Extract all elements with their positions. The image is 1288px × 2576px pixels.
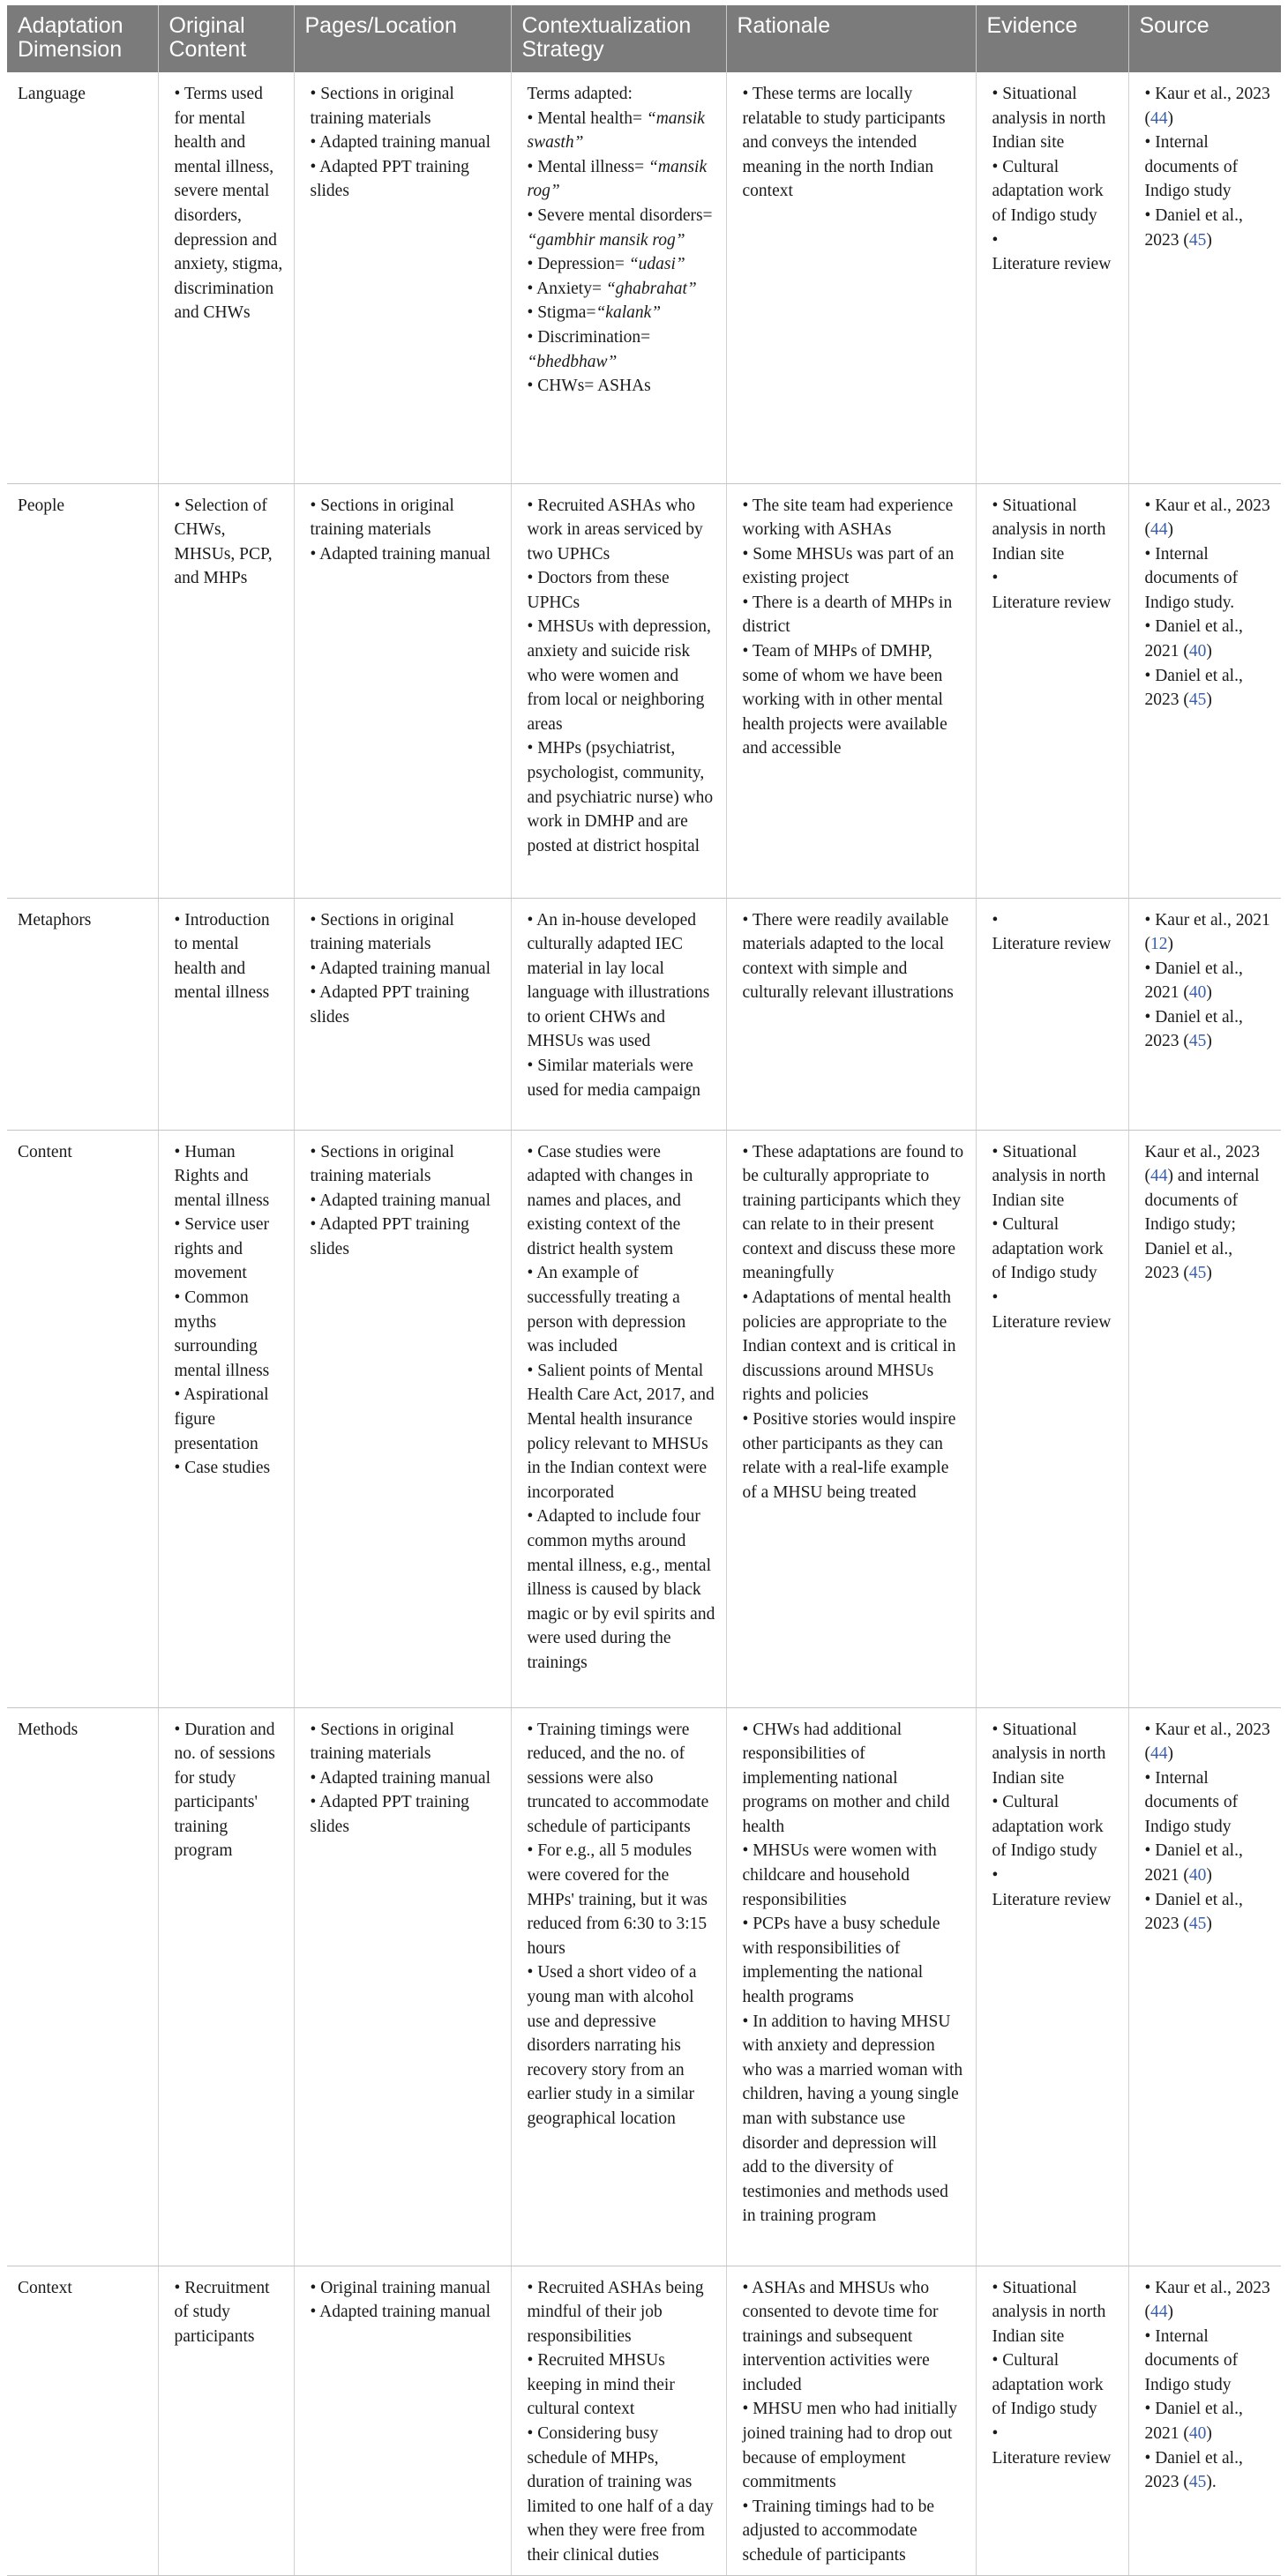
evidence-cell bbox=[976, 483, 1128, 898]
source-item bbox=[1145, 1839, 1271, 1887]
pages-cell bbox=[294, 2266, 511, 2575]
source-text: • Kaur et al., 2023 ( bbox=[1144, 85, 1270, 128]
term-label: • Mental health= bbox=[527, 108, 647, 128]
source-item bbox=[1145, 542, 1271, 616]
source-item bbox=[1145, 204, 1271, 252]
original-item: • Aspirational figure presentation bbox=[174, 1385, 269, 1453]
rationale-item: • MHSU men who had initially joined training had to drop out because of employment commitments bbox=[742, 2400, 958, 2492]
source-item bbox=[1145, 2325, 1271, 2398]
source-text: • Kaur et al., 2023 ( bbox=[1144, 1720, 1270, 1764]
strategy-item: • Salient points of Mental Health Care Act, 2017, and Mental health insurance policy relevant to MHSUs in the Indian context were incorporated bbox=[527, 1361, 715, 1502]
rationale-item: • Training timings had to be adjusted to accommodate schedule of participants bbox=[742, 2497, 935, 2565]
rationale-cell bbox=[726, 2266, 976, 2575]
evidence-item: Literature review bbox=[992, 2448, 1112, 2468]
source-item bbox=[1145, 494, 1271, 542]
term-translation: “kalank” bbox=[595, 303, 662, 323]
reference-link[interactable]: 40 bbox=[1188, 1866, 1207, 1885]
evidence-item: • bbox=[992, 569, 999, 588]
evidence-item: • Situational analysis in north Indian site bbox=[992, 2278, 1106, 2346]
source-text: ) bbox=[1206, 1915, 1212, 1934]
evidence-item: Literature review bbox=[992, 1312, 1112, 1332]
source-text: ) bbox=[1167, 2303, 1173, 2322]
pages-item: • Sections in original training materials bbox=[310, 910, 454, 954]
rationale-item: • CHWs had additional responsibilities of implementing national programs on mother and child health bbox=[742, 1720, 950, 1836]
source-text: ) bbox=[1167, 520, 1173, 540]
strategy-item: • Recruited ASHAs being mindful of their job responsibilities bbox=[527, 2278, 704, 2346]
pages-cell bbox=[294, 72, 511, 483]
table-container bbox=[7, 5, 1281, 2576]
source-cell bbox=[1128, 1707, 1281, 2266]
source-item bbox=[1145, 1888, 1271, 1937]
reference-link[interactable]: 12 bbox=[1150, 935, 1168, 954]
evidence-cell bbox=[976, 72, 1128, 483]
evidence-item: • Cultural adaptation work of Indigo study bbox=[992, 2351, 1104, 2419]
term-translation: “mansik swasth” bbox=[527, 108, 705, 153]
original-item: • Duration and no. of sessions for study participants' training program bbox=[174, 1720, 275, 1861]
term-label: • Severe mental disorders= bbox=[527, 205, 713, 225]
term-translation: “mansik rog” bbox=[527, 157, 708, 201]
strategy-cell bbox=[511, 72, 726, 483]
evidence-item: • Situational analysis in north Indian site bbox=[992, 496, 1106, 564]
strategy-item: • Recruited ASHAs who work in areas serviced by two UPHCs bbox=[527, 496, 703, 564]
source-text: ) bbox=[1206, 691, 1212, 710]
evidence-cell bbox=[976, 1130, 1128, 1707]
reference-link[interactable]: 45 bbox=[1188, 230, 1207, 250]
evidence-item: • bbox=[992, 910, 999, 930]
reference-link[interactable]: 45 bbox=[1188, 691, 1207, 710]
source-item bbox=[1145, 131, 1271, 204]
source-text: ) bbox=[1206, 1866, 1212, 1885]
reference-link[interactable]: 45 bbox=[1188, 1915, 1207, 1934]
strategy-term bbox=[528, 252, 715, 277]
pages-item: • Adapted training manual bbox=[310, 544, 490, 564]
source-text: • Internal documents of Indigo study. bbox=[1144, 544, 1239, 612]
pages-cell bbox=[294, 483, 511, 898]
table-row-content bbox=[7, 1130, 1281, 1707]
pages-cell bbox=[294, 1130, 511, 1707]
strategy-item: • Similar materials were used for media campaign bbox=[527, 1057, 701, 1100]
strategy-item: • An in-house developed culturally adapted IEC material in lay local language with illustrations to orient CHWs and MHSUs was used bbox=[527, 910, 710, 1051]
rationale-cell bbox=[726, 1707, 976, 2266]
pages-item: • Adapted training manual bbox=[310, 959, 490, 978]
term-label: • Depression= bbox=[527, 255, 629, 274]
rationale-item: • There were readily available materials adapted to the local context with simple and culturally relevant illustrations bbox=[742, 910, 954, 1003]
source-text: • Kaur et al., 2023 ( bbox=[1144, 496, 1270, 540]
source-text: • Daniel et al., 2023 ( bbox=[1144, 1007, 1243, 1051]
header-pages-location: Pages/Location bbox=[294, 5, 511, 72]
source-text: ) bbox=[1206, 1264, 1212, 1283]
pages-item: • Adapted training manual bbox=[310, 1768, 490, 1788]
evidence-item: • bbox=[992, 1866, 999, 1885]
term-label: • Mental illness= bbox=[527, 157, 649, 176]
rationale-item: • There is a dearth of MHPs in district bbox=[742, 593, 953, 637]
source-text: ) and internal documents of Indigo study; Daniel et al., 2023 ( bbox=[1144, 1167, 1260, 1283]
header-source: Source bbox=[1128, 5, 1281, 72]
original-item: • Common myths surrounding mental illness bbox=[174, 1288, 270, 1380]
source-item bbox=[1145, 664, 1271, 713]
pages-cell bbox=[294, 898, 511, 1130]
rationale-item: • The site team had experience working with ASHAs bbox=[742, 496, 954, 540]
strategy-cell bbox=[511, 1130, 726, 1707]
reference-link[interactable]: 45 bbox=[1188, 2473, 1207, 2492]
rationale-cell bbox=[726, 483, 976, 898]
strategy-item: • Adapted to include four common myths around mental illness, e.g., mental illness is caused by black magic or by evil spirits and were used during the trainings bbox=[527, 1507, 715, 1672]
rationale-item: • PCPs have a busy schedule with responsibilities of implementing the national health programs bbox=[742, 1915, 940, 2007]
source-text: ) bbox=[1206, 230, 1212, 250]
source-text: • Daniel et al., 2021 ( bbox=[1144, 2400, 1243, 2444]
source-text: ) bbox=[1206, 642, 1212, 661]
rationale-item: • Team of MHPs of DMHP, some of whom we have been working with in other mental health projects were available and accessible bbox=[742, 642, 947, 758]
header-evidence: Evidence bbox=[976, 5, 1128, 72]
evidence-cell bbox=[976, 1707, 1128, 2266]
original-item: • Terms used for mental health and mental illness, severe mental disorders, depression and anxiety, stigma, discrimination and CHWs bbox=[174, 85, 283, 323]
source-text: • Daniel et al., 2023 ( bbox=[1144, 1890, 1243, 1934]
table-row-metaphors bbox=[7, 898, 1281, 1130]
reference-link[interactable]: 40 bbox=[1188, 983, 1207, 1003]
term-translation: “bhedbhaw” bbox=[527, 352, 618, 371]
source-item bbox=[1145, 2276, 1271, 2325]
strategy-term bbox=[528, 301, 715, 325]
original-item: • Service user rights and movement bbox=[174, 1215, 270, 1283]
source-text: • Daniel et al., 2023 ( bbox=[1144, 205, 1243, 250]
evidence-item: • Situational analysis in north Indian site bbox=[992, 85, 1106, 153]
source-cell bbox=[1128, 72, 1281, 483]
strategy-item: • Recruited MHSUs keeping in mind their cultural context bbox=[527, 2351, 675, 2419]
strategy-item: • An example of successfully treating a person with depression was included bbox=[527, 1264, 686, 1356]
source-item bbox=[1145, 2397, 1271, 2445]
strategy-item: • Case studies were adapted with changes in names and places, and existing context of the district health system bbox=[527, 1142, 693, 1258]
pages-item: • Sections in original training materials bbox=[310, 1142, 454, 1186]
source-text: Kaur et al., 2023 ( bbox=[1144, 1142, 1261, 1186]
header-original-content: Original Content bbox=[158, 5, 294, 72]
original-item: • Introduction to mental health and mental illness bbox=[174, 910, 270, 1003]
original-content-cell bbox=[158, 483, 294, 898]
source-text: • Internal documents of Indigo study bbox=[1144, 1768, 1239, 1836]
rationale-item: • In addition to having MHSU with anxiety and depression who was a married woman with children, having a young single man with substance use disorder and depression will add to the diversity of testimonies and methods used in training program bbox=[742, 2012, 963, 2226]
rationale-cell bbox=[726, 898, 976, 1130]
source-text: • Internal documents of Indigo study bbox=[1144, 133, 1239, 201]
evidence-item: • bbox=[992, 2424, 999, 2444]
table-row-people bbox=[7, 483, 1281, 898]
reference-link[interactable]: 45 bbox=[1188, 1032, 1207, 1051]
evidence-item: • bbox=[992, 230, 999, 250]
evidence-item: • bbox=[992, 1288, 999, 1308]
strategy-item: • Used a short video of a young man with alcohol use and depressive disorders narrating his recovery story from an earlier study in a similar geographical location bbox=[527, 1963, 697, 2128]
strategy-intro: Terms adapted: bbox=[527, 85, 633, 103]
original-item: • Case studies bbox=[174, 1459, 271, 1478]
rationale-item: • Positive stories would inspire other participants as they can relate with a real-life example of a MHSU being treated bbox=[742, 1410, 956, 1502]
term-translation: “udasi” bbox=[628, 255, 685, 274]
term-translation: “gambhir mansik rog” bbox=[527, 230, 685, 250]
original-content-cell bbox=[158, 2266, 294, 2575]
term-label: • Discrimination= bbox=[527, 327, 651, 347]
strategy-term bbox=[528, 107, 715, 155]
evidence-item: • Cultural adaptation work of Indigo study bbox=[992, 157, 1104, 225]
evidence-cell bbox=[976, 2266, 1128, 2575]
strategy-cell bbox=[511, 1707, 726, 2266]
dimension-cell: Content bbox=[7, 1130, 158, 1707]
source-text: • Daniel et al., 2021 ( bbox=[1144, 1841, 1243, 1885]
pages-item: • Adapted PPT training slides bbox=[310, 1793, 469, 1836]
original-item: • Human Rights and mental illness bbox=[174, 1142, 270, 1210]
source-text: ). bbox=[1206, 2473, 1217, 2492]
strategy-item: • Training timings were reduced, and the no. of sessions were also truncated to accommodate schedule of participants bbox=[527, 1720, 709, 1836]
strategy-cell bbox=[511, 898, 726, 1130]
pages-item: • Sections in original training materials bbox=[310, 85, 454, 128]
source-text: • Daniel et al., 2023 ( bbox=[1144, 2448, 1243, 2492]
source-cell bbox=[1128, 2266, 1281, 2575]
term-label: • Stigma= bbox=[527, 303, 596, 323]
evidence-item: Literature review bbox=[992, 593, 1112, 612]
source-text: • Kaur et al., 2023 ( bbox=[1144, 2278, 1270, 2322]
strategy-term bbox=[528, 155, 715, 204]
source-item bbox=[1145, 82, 1271, 131]
pages-item: • Sections in original training materials bbox=[310, 496, 454, 540]
evidence-item: • Situational analysis in north Indian site bbox=[992, 1142, 1106, 1210]
reference-link[interactable]: 44 bbox=[1150, 108, 1168, 128]
pages-item: • Adapted PPT training slides bbox=[310, 157, 469, 201]
source-text: ) bbox=[1167, 1744, 1173, 1764]
table-row-methods bbox=[7, 1707, 1281, 2266]
rationale-item: • These terms are locally relatable to study participants and conveys the intended meaning in the north Indian context bbox=[742, 85, 946, 201]
original-content-cell bbox=[158, 1707, 294, 2266]
reference-link[interactable]: 44 bbox=[1150, 2303, 1168, 2322]
original-content-cell bbox=[158, 72, 294, 483]
evidence-cell bbox=[976, 898, 1128, 1130]
dimension-cell: People bbox=[7, 483, 158, 898]
reference-link[interactable]: 40 bbox=[1188, 2424, 1207, 2444]
pages-item: • Adapted training manual bbox=[310, 133, 490, 153]
source-text: • Kaur et al., 2021 ( bbox=[1144, 910, 1270, 954]
pages-item: • Original training manual bbox=[310, 2278, 490, 2297]
pages-item: • Adapted training manual bbox=[310, 1191, 490, 1210]
strategy-item: • MHPs (psychiatrist, psychologist, community, and psychiatric nurse) who work in DMHP and are posted at district hospital bbox=[527, 739, 714, 855]
strategy-item: • Considering busy schedule of MHPs, duration of training was limited to one half of a day when they were free from their clinical duties bbox=[527, 2424, 714, 2565]
source-text: ) bbox=[1167, 108, 1173, 128]
strategy-item: • MHSUs with depression, anxiety and suicide risk who were women and from local or neighboring areas bbox=[527, 617, 711, 734]
evidence-item: Literature review bbox=[992, 935, 1112, 954]
table-row-context bbox=[7, 2266, 1281, 2575]
source-text: • Daniel et al., 2023 ( bbox=[1144, 666, 1243, 710]
source-cell bbox=[1128, 483, 1281, 898]
reference-link[interactable]: 45 bbox=[1188, 1264, 1207, 1283]
pages-item: • Sections in original training materials bbox=[310, 1720, 454, 1764]
reference-link[interactable]: 44 bbox=[1150, 1167, 1168, 1186]
reference-link[interactable]: 44 bbox=[1150, 1744, 1168, 1764]
source-item bbox=[1145, 1718, 1271, 1766]
strategy-term bbox=[528, 374, 715, 399]
rationale-item: • ASHAs and MHSUs who consented to devote time for trainings and subsequent intervention activities were included bbox=[742, 2278, 939, 2394]
evidence-item: Literature review bbox=[992, 255, 1112, 274]
dimension-cell: Context bbox=[7, 2266, 158, 2575]
table-row-language bbox=[7, 72, 1281, 483]
source-text: ) bbox=[1206, 1032, 1212, 1051]
header-contextualization-strategy: Contextualization Strategy bbox=[511, 5, 726, 72]
source-cell bbox=[1128, 898, 1281, 1130]
strategy-term bbox=[528, 204, 715, 252]
source-cell bbox=[1128, 1130, 1281, 1707]
rationale-item: • These adaptations are found to be culturally appropriate to training participants which they can relate to in their present context and discuss these more meaningfully bbox=[742, 1142, 964, 1283]
adaptation-table bbox=[7, 5, 1281, 2576]
pages-item: • Adapted PPT training slides bbox=[310, 983, 469, 1027]
term-label: • Anxiety= bbox=[527, 279, 606, 298]
evidence-item: Literature review bbox=[992, 1890, 1112, 1909]
strategy-item: • For e.g., all 5 modules were covered for the MHPs' training, but it was reduced from 6:30 to 3:15 hours bbox=[527, 1841, 708, 1958]
strategy-term bbox=[528, 277, 715, 302]
rationale-item: • Adaptations of mental health policies are appropriate to the Indian context and is critical in discussions around MHSUs rights and policies bbox=[742, 1288, 956, 1405]
strategy-term bbox=[528, 325, 715, 374]
rationale-cell bbox=[726, 72, 976, 483]
pages-cell bbox=[294, 1707, 511, 2266]
rationale-cell bbox=[726, 1130, 976, 1707]
original-item: • Selection of CHWs, MHSUs, PCP, and MHPs bbox=[174, 496, 273, 588]
rationale-item: • MHSUs were women with childcare and household responsibilities bbox=[742, 1841, 937, 1909]
dimension-cell: Metaphors bbox=[7, 898, 158, 1130]
evidence-item: • Cultural adaptation work of Indigo study bbox=[992, 1793, 1104, 1861]
strategy-cell bbox=[511, 483, 726, 898]
source-text: • Daniel et al., 2021 ( bbox=[1144, 617, 1243, 661]
term-label: • CHWs= ASHAs bbox=[527, 377, 651, 396]
header-row bbox=[7, 5, 1281, 72]
dimension-cell: Methods bbox=[7, 1707, 158, 2266]
reference-link[interactable]: 40 bbox=[1188, 642, 1207, 661]
strategy-item: • Doctors from these UPHCs bbox=[527, 569, 670, 612]
pages-item: • Adapted PPT training slides bbox=[310, 1215, 469, 1258]
original-item: • Recruitment of study participants bbox=[174, 2278, 270, 2346]
original-content-cell bbox=[158, 898, 294, 1130]
source-text: • Internal documents of Indigo study bbox=[1144, 2326, 1239, 2394]
original-content-cell bbox=[158, 1130, 294, 1707]
reference-link[interactable]: 44 bbox=[1150, 520, 1168, 540]
pages-item: • Adapted training manual bbox=[310, 2303, 490, 2322]
source-text: ) bbox=[1206, 983, 1212, 1003]
source-text: ) bbox=[1167, 935, 1173, 954]
rationale-item: • Some MHSUs was part of an existing project bbox=[742, 544, 955, 588]
source-text: • Daniel et al., 2021 ( bbox=[1144, 959, 1243, 1003]
evidence-item: • Cultural adaptation work of Indigo study bbox=[992, 1215, 1104, 1283]
source-item bbox=[1145, 1766, 1271, 1840]
source-item bbox=[1145, 2446, 1271, 2495]
source-item bbox=[1145, 957, 1271, 1005]
dimension-cell: Language bbox=[7, 72, 158, 483]
header-rationale: Rationale bbox=[726, 5, 976, 72]
strategy-cell bbox=[511, 2266, 726, 2575]
header-adaptation-dimension: Adaptation Dimension bbox=[7, 5, 158, 72]
source-item bbox=[1145, 908, 1271, 957]
source-item bbox=[1145, 1005, 1271, 1054]
term-translation: “ghabrahat” bbox=[605, 279, 697, 298]
source-text: ) bbox=[1206, 2424, 1212, 2444]
source-item bbox=[1145, 615, 1271, 663]
evidence-item: • Situational analysis in north Indian site bbox=[992, 1720, 1106, 1788]
